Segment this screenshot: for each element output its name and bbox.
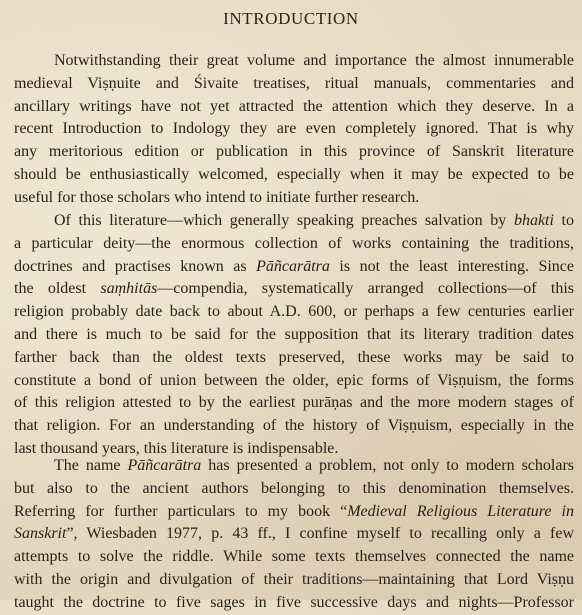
text-line: doctrines and practises known as Pāñcarātra is not the least interesting. Since (14, 257, 574, 275)
page-title: INTRODUCTION (223, 9, 359, 28)
italic-term: bhakti (513, 212, 554, 229)
text-line: that religion. For an understanding of the history of Viṣṇuism, especially in the (14, 417, 574, 435)
text-line: any meritorious edition or publication in this province of Sanskrit literature (14, 143, 574, 161)
paragraph-3 (14, 455, 574, 615)
italic-term: saṃhitās (100, 280, 158, 298)
text-line: Notwithstanding their great volume and importance the almost innumerable (54, 52, 574, 69)
text-line: ancillary writings have not yet attracted the attention which they deserve. In a (14, 97, 574, 115)
book-title: Sanskrit (14, 525, 67, 543)
text-line: and there is much to be said for the supposition that its literary tradition dates (14, 325, 574, 343)
text-line: the oldest saṃhitās—compendia, systematically arranged collections—of this (14, 280, 574, 298)
text-line: should be enthusiastically welcomed, especially when it may be expected to be (14, 165, 574, 183)
text-line: a particular deity—the enormous collection of works containing the traditions, (14, 234, 574, 252)
text-line: Sanskrit”, Wiesbaden 1977, p. 43 ff., I confine myself to recalling only a few (14, 525, 574, 543)
text-line: of this religion attested to by the earliest purāṇas and the more modern stages of (14, 394, 574, 412)
show-through-texture (20, 32, 572, 46)
text-line: attempts to solve the riddle. While some texts themselves connected the name (14, 548, 574, 566)
text-line: useful for those scholars who intend to initiate further research. (14, 188, 420, 206)
text-line: constitute a bond of union between the older, epic forms of Viṣṇuism, the forms (14, 371, 574, 389)
text-line: Referring for further particulars to my book “Medieval Religious Literature in (14, 502, 575, 520)
text-line: The name Pāñcarātra has presented a problem, not only to modern scholars (54, 457, 574, 474)
paragraph-2 (14, 210, 574, 461)
book-title: Medieval Religious Literature in (347, 502, 575, 520)
text-line: farther back than the oldest texts preserved, these works may be said to (14, 348, 574, 366)
text-line: with the origin and divulgation of their traditions—maintaining that Lord Viṣṇu (14, 570, 574, 588)
italic-term: Pāñcarātra (127, 457, 202, 474)
text-line: recent Introduction to Indology they are even completely ignored. That is why (14, 120, 574, 138)
text-line: but also to the ancient authors belonging to this denomination themselves. (14, 479, 574, 497)
italic-term: Pāñcarātra (256, 257, 330, 275)
text-line: Of this literature—which generally speaking preaches salvation by bhakti to (54, 212, 575, 229)
text-line: medieval Viṣṇuite and Śivaite treatises, ritual manuals, commentaries and (14, 74, 574, 92)
text-line: religion probably date back to about A.D. 600, or perhaps a few centuries earlier (14, 303, 574, 321)
paragraph-1 (14, 50, 574, 210)
text-line: taught the doctrine to five sages in five successive days and nights—Professor (14, 593, 574, 611)
text-line: last thousand years, this literature is indispensable. (14, 439, 339, 457)
